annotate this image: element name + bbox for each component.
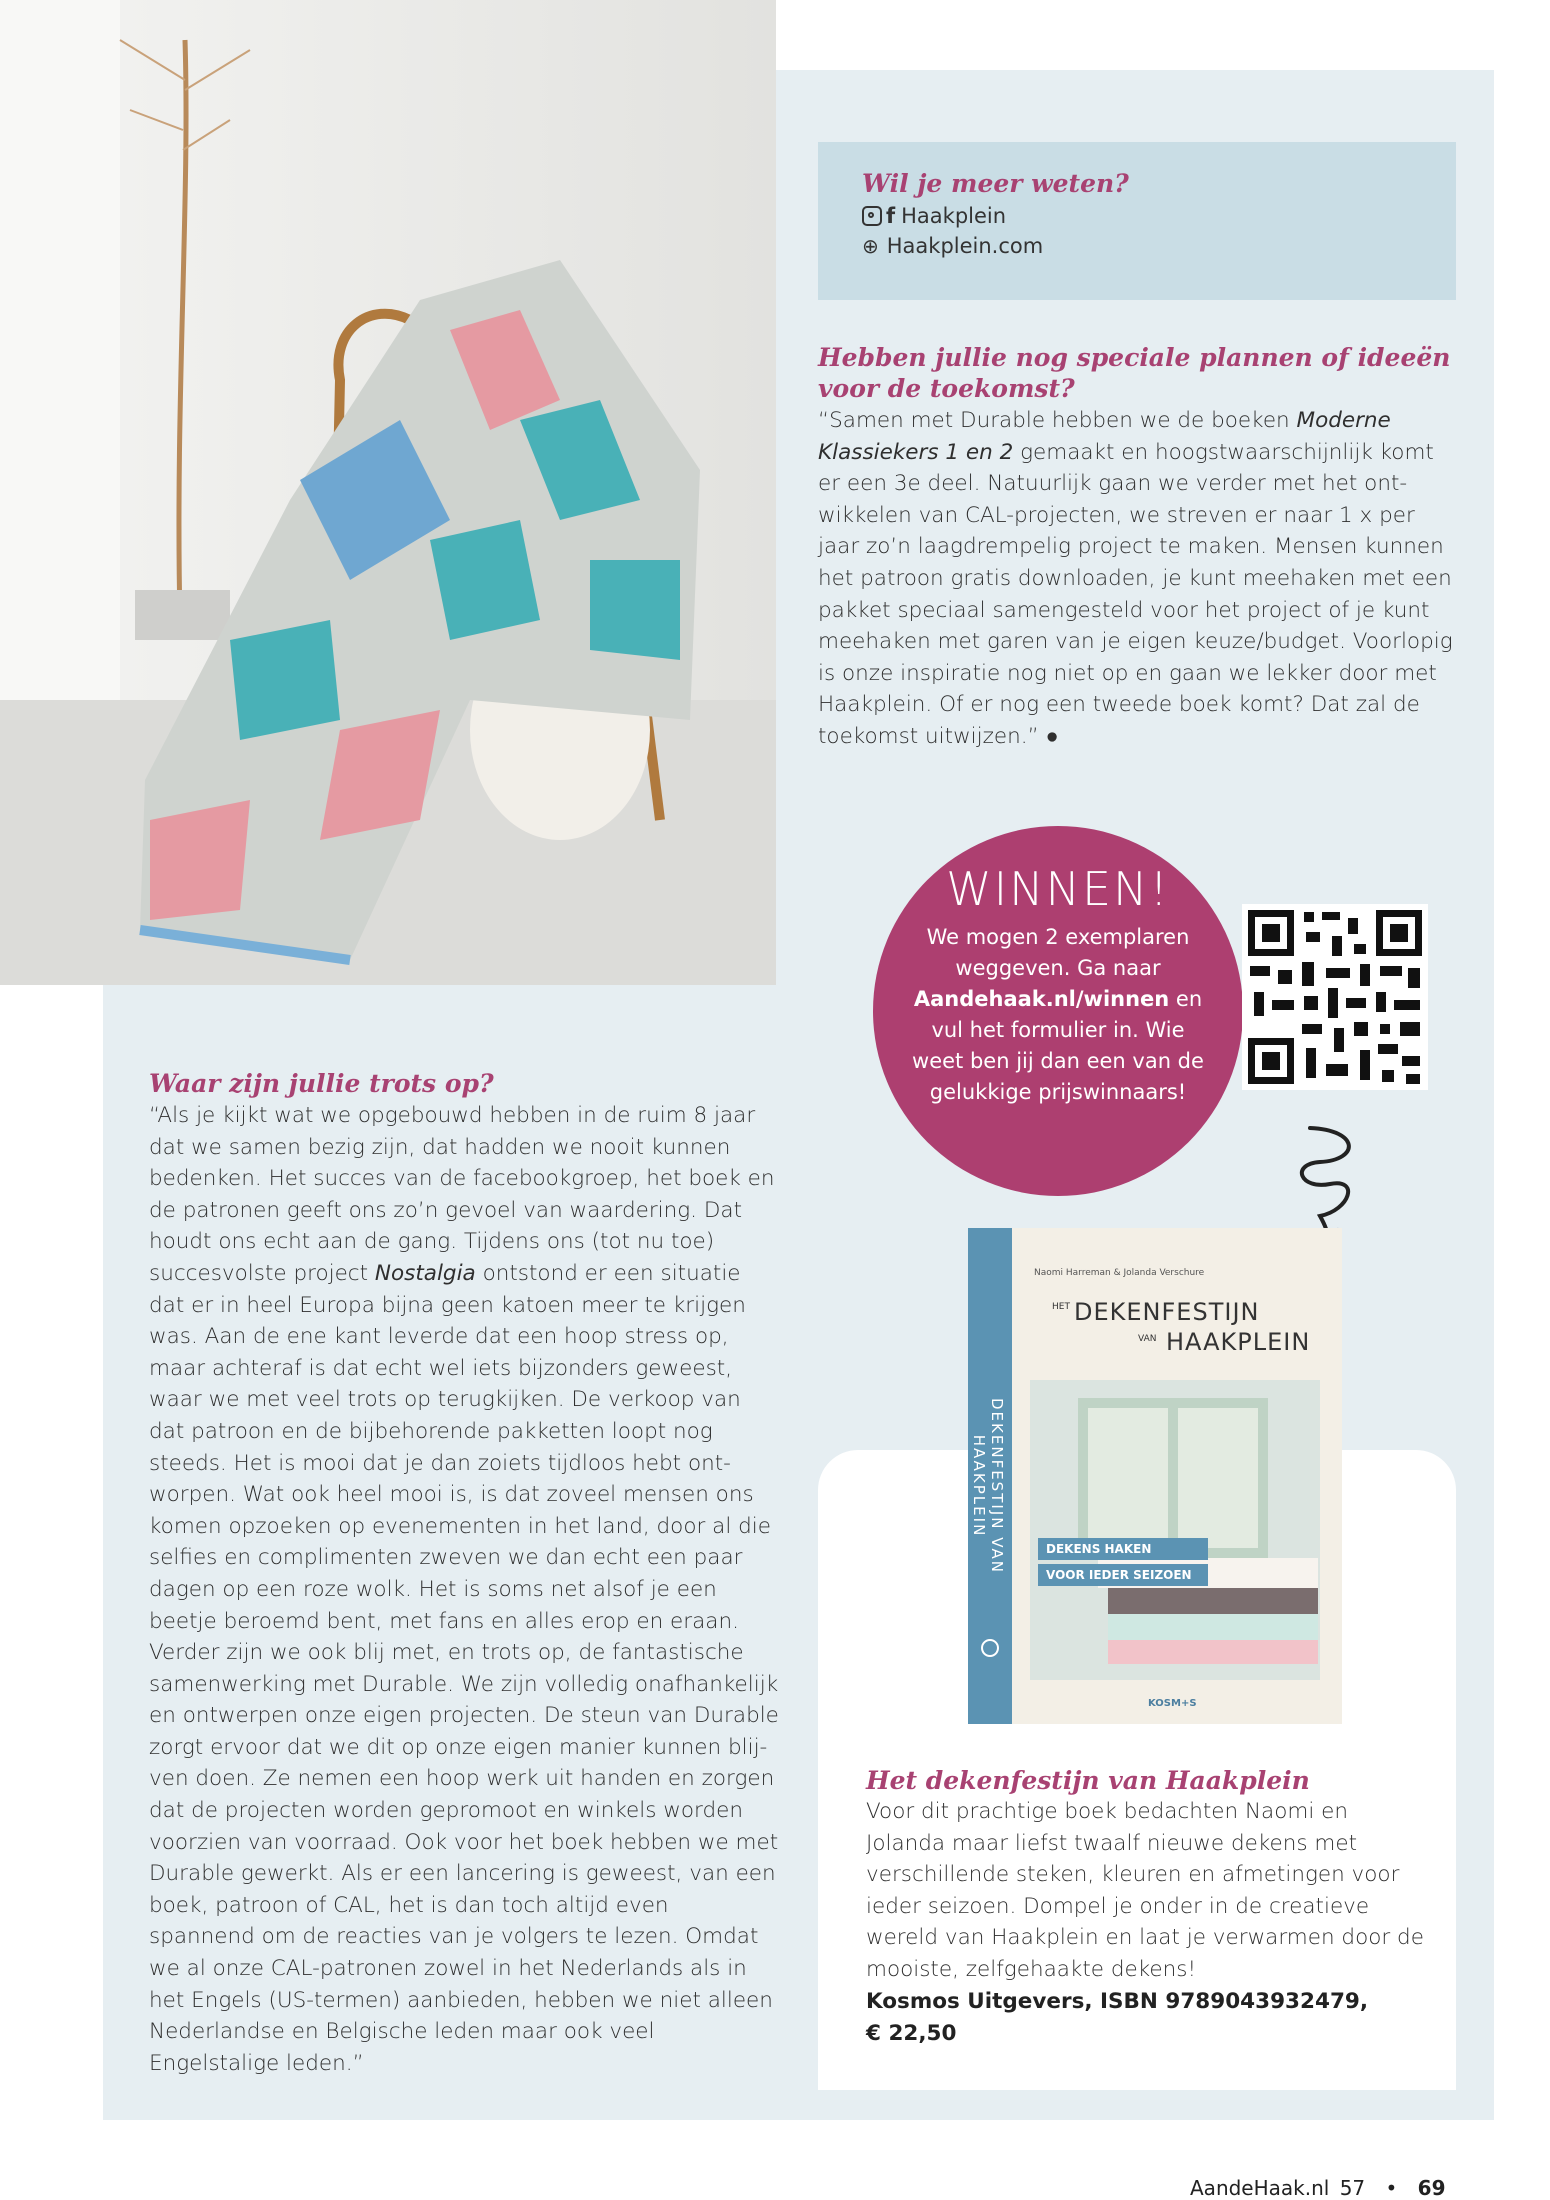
- instagram-icon[interactable]: [862, 206, 882, 226]
- globe-icon: ⊕: [862, 234, 879, 258]
- book-spine-title: DEKENFESTIJN VAN HAAKPLEIN: [970, 1398, 1006, 1574]
- qr-code-pattern: [1242, 904, 1428, 1090]
- book-title-van: VAN: [1138, 1334, 1157, 1344]
- footer-issue: 57: [1339, 2176, 1366, 2200]
- info-title: Wil je meer weten?: [862, 169, 1129, 198]
- blanket-photo: [0, 0, 776, 985]
- web-label[interactable]: Haakplein.com: [886, 234, 1044, 258]
- book-authors: Naomi Harreman & Jolanda Verschure: [1034, 1268, 1205, 1278]
- plans-heading-line1: Hebben jullie nog speciale plannen of ideeën: [818, 343, 1451, 372]
- book-title-main: DEKENFESTIJN: [1074, 1298, 1260, 1326]
- plans-paragraph: [818, 405, 1458, 753]
- winnen-text-start: We mogen 2 exemplaren weggeven. Ga naar: [926, 925, 1190, 980]
- plans-text-rest: gemaakt en hoogstwaarschijnlijk komt er een 3e deel. Natuurlijk gaan we verder met het ont-wikkelen van CAL-projecten, we streven er naar 1 x per jaar zo’n laagdrempelig project te maken. Mensen kunnen het patroon gratis downloaden, je kunt meehaken met een pakket speciaal samengesteld voor het project of je kunt meehaken met garen van je eigen keuze/budget. Voorlopig is onze inspiratie nog niet op en gaan we lekker door met Haakplein. Of er nog een tweede boek komt? Dat zal de toekomst uitwijzen.” ●: [818, 439, 1453, 749]
- book-price: € 22,50: [866, 2020, 957, 2046]
- proud-heading: Waar zijn jullie trots op?: [149, 1069, 494, 1098]
- plans-heading-line2: voor de toekomst?: [818, 374, 1075, 403]
- footer-page-number: 69: [1417, 2176, 1446, 2200]
- blanket-chair-illustration: [0, 0, 776, 985]
- proud-text-rest: ontstond er een situatie dat er in heel Europa bijna geen katoen meer te krijgen was. Aan de ene kant leverde dat een hoop stress op, maar achteraf is dat echt wel iets bijzonders geweest, waar we met veel trots op terugkijken. De verkoop van dat patroon en de bijbehorende pakketten loopt nog steeds. Het is mooi dat je dan zoiets tijdloos hebt ont-worpen. Wat ook heel mooi is, is dat zoveel mensen ons komen opzoeken op evenementen in het land, door al die selfies en complimenten zweven we dan echt een paar dagen op een roze wolk. Het is soms net alsof je een beetje beroemd bent, met fans en alles erop en eraan. Verder zijn we ook blij met, en trots op, de fantastische samenwerking met Durable. We zijn volledig onafhankelijk en ontwerpen onze eigen projecten. De steun van Durable zorgt ervoor dat we dit op onze eigen manier kunnen blij-ven doen. Ze nemen een hoop werk uit handen en zorgen dat de projecten worden gepromoot en winkels worden voorzien van voorraad. Ook voor het boek hebben we met Durable gewerkt. Als er een lancering is geweest, van een boek, patroon of CAL, het is dan toch altijd even spannend om de reacties van je volgers te lezen. Omdat we al onze CAL-patronen zowel in het Nederlands als in het Engels (US-termen) aanbieden, hebben we niet alleen Nederlandse en Belgische leden maar ook veel Engelstalige leden.”: [149, 1260, 779, 2076]
- winnen-circle: [873, 826, 1243, 1196]
- book-banner-2: VOOR IEDER SEIZOEN: [1046, 1568, 1192, 1582]
- book-publisher-line: Kosmos Uitgevers, ISBN 9789043932479,: [866, 1989, 1369, 2014]
- book-banner-1: DEKENS HAKEN: [1046, 1542, 1152, 1556]
- facebook-icon[interactable]: f: [886, 204, 896, 228]
- winnen-text: [903, 922, 1213, 1108]
- web-line: [862, 234, 1043, 258]
- proud-project-name: Nostalgia: [374, 1260, 476, 1286]
- book-heading: Het dekenfestijn van Haakplein: [866, 1766, 1310, 1795]
- plans-heading: [818, 342, 1458, 404]
- plans-text-start: “Samen met Durable hebben we de boeken: [818, 408, 1297, 433]
- plans-book-title: Moderne Klassiekers 1 en 2: [818, 408, 1391, 465]
- proud-paragraph: [149, 1100, 781, 2079]
- book-publisher-logo: KOSM+S: [1148, 1698, 1197, 1709]
- winnen-text-end: en vul het formulier in. Wie weet ben jij dan een van de gelukkige prijswinnaars!: [912, 987, 1204, 1104]
- book-cover: [968, 1228, 1348, 1728]
- winnen-link[interactable]: Aandehaak.nl/winnen: [913, 987, 1170, 1011]
- winnen-title: WINNEN!: [946, 862, 1170, 916]
- qr-code[interactable]: [1242, 904, 1428, 1090]
- book-title-end: HAAKPLEIN: [1166, 1328, 1311, 1356]
- social-label[interactable]: Haakplein: [901, 204, 1007, 228]
- book-description: Voor dit prachtige boek bedachten Naomi en Jolanda maar liefst twaalf nieuwe dekens met verschillende steken, kleuren en afmetingen voor ieder seizoen. Dompel je onder in de creatieve wereld van Haakplein en laat je verwarmen door de mooiste, zelfgehaakte dekens!: [866, 1799, 1424, 1982]
- book-publisher-info: [866, 1986, 1368, 2049]
- proud-text-start: “Als je kijkt wat we opgebouwd hebben in de ruim 8 jaar dat we samen bezig zijn, dat hadden we nooit kunnen bedenken. Het succes van de facebookgroep, het boek en de patronen geeft ons zo’n gevoel van waardering. Dat houdt ons echt aan de gang. Tijdens ons (tot nu toe) succesvolste project: [149, 1103, 775, 1286]
- footer-separator: •: [1385, 2176, 1398, 2200]
- footer-site[interactable]: AandeHaak.nl: [1190, 2176, 1330, 2200]
- social-line: [862, 204, 1006, 228]
- page-footer: [1190, 2176, 1446, 2200]
- book-title-het: HET: [1052, 1302, 1070, 1312]
